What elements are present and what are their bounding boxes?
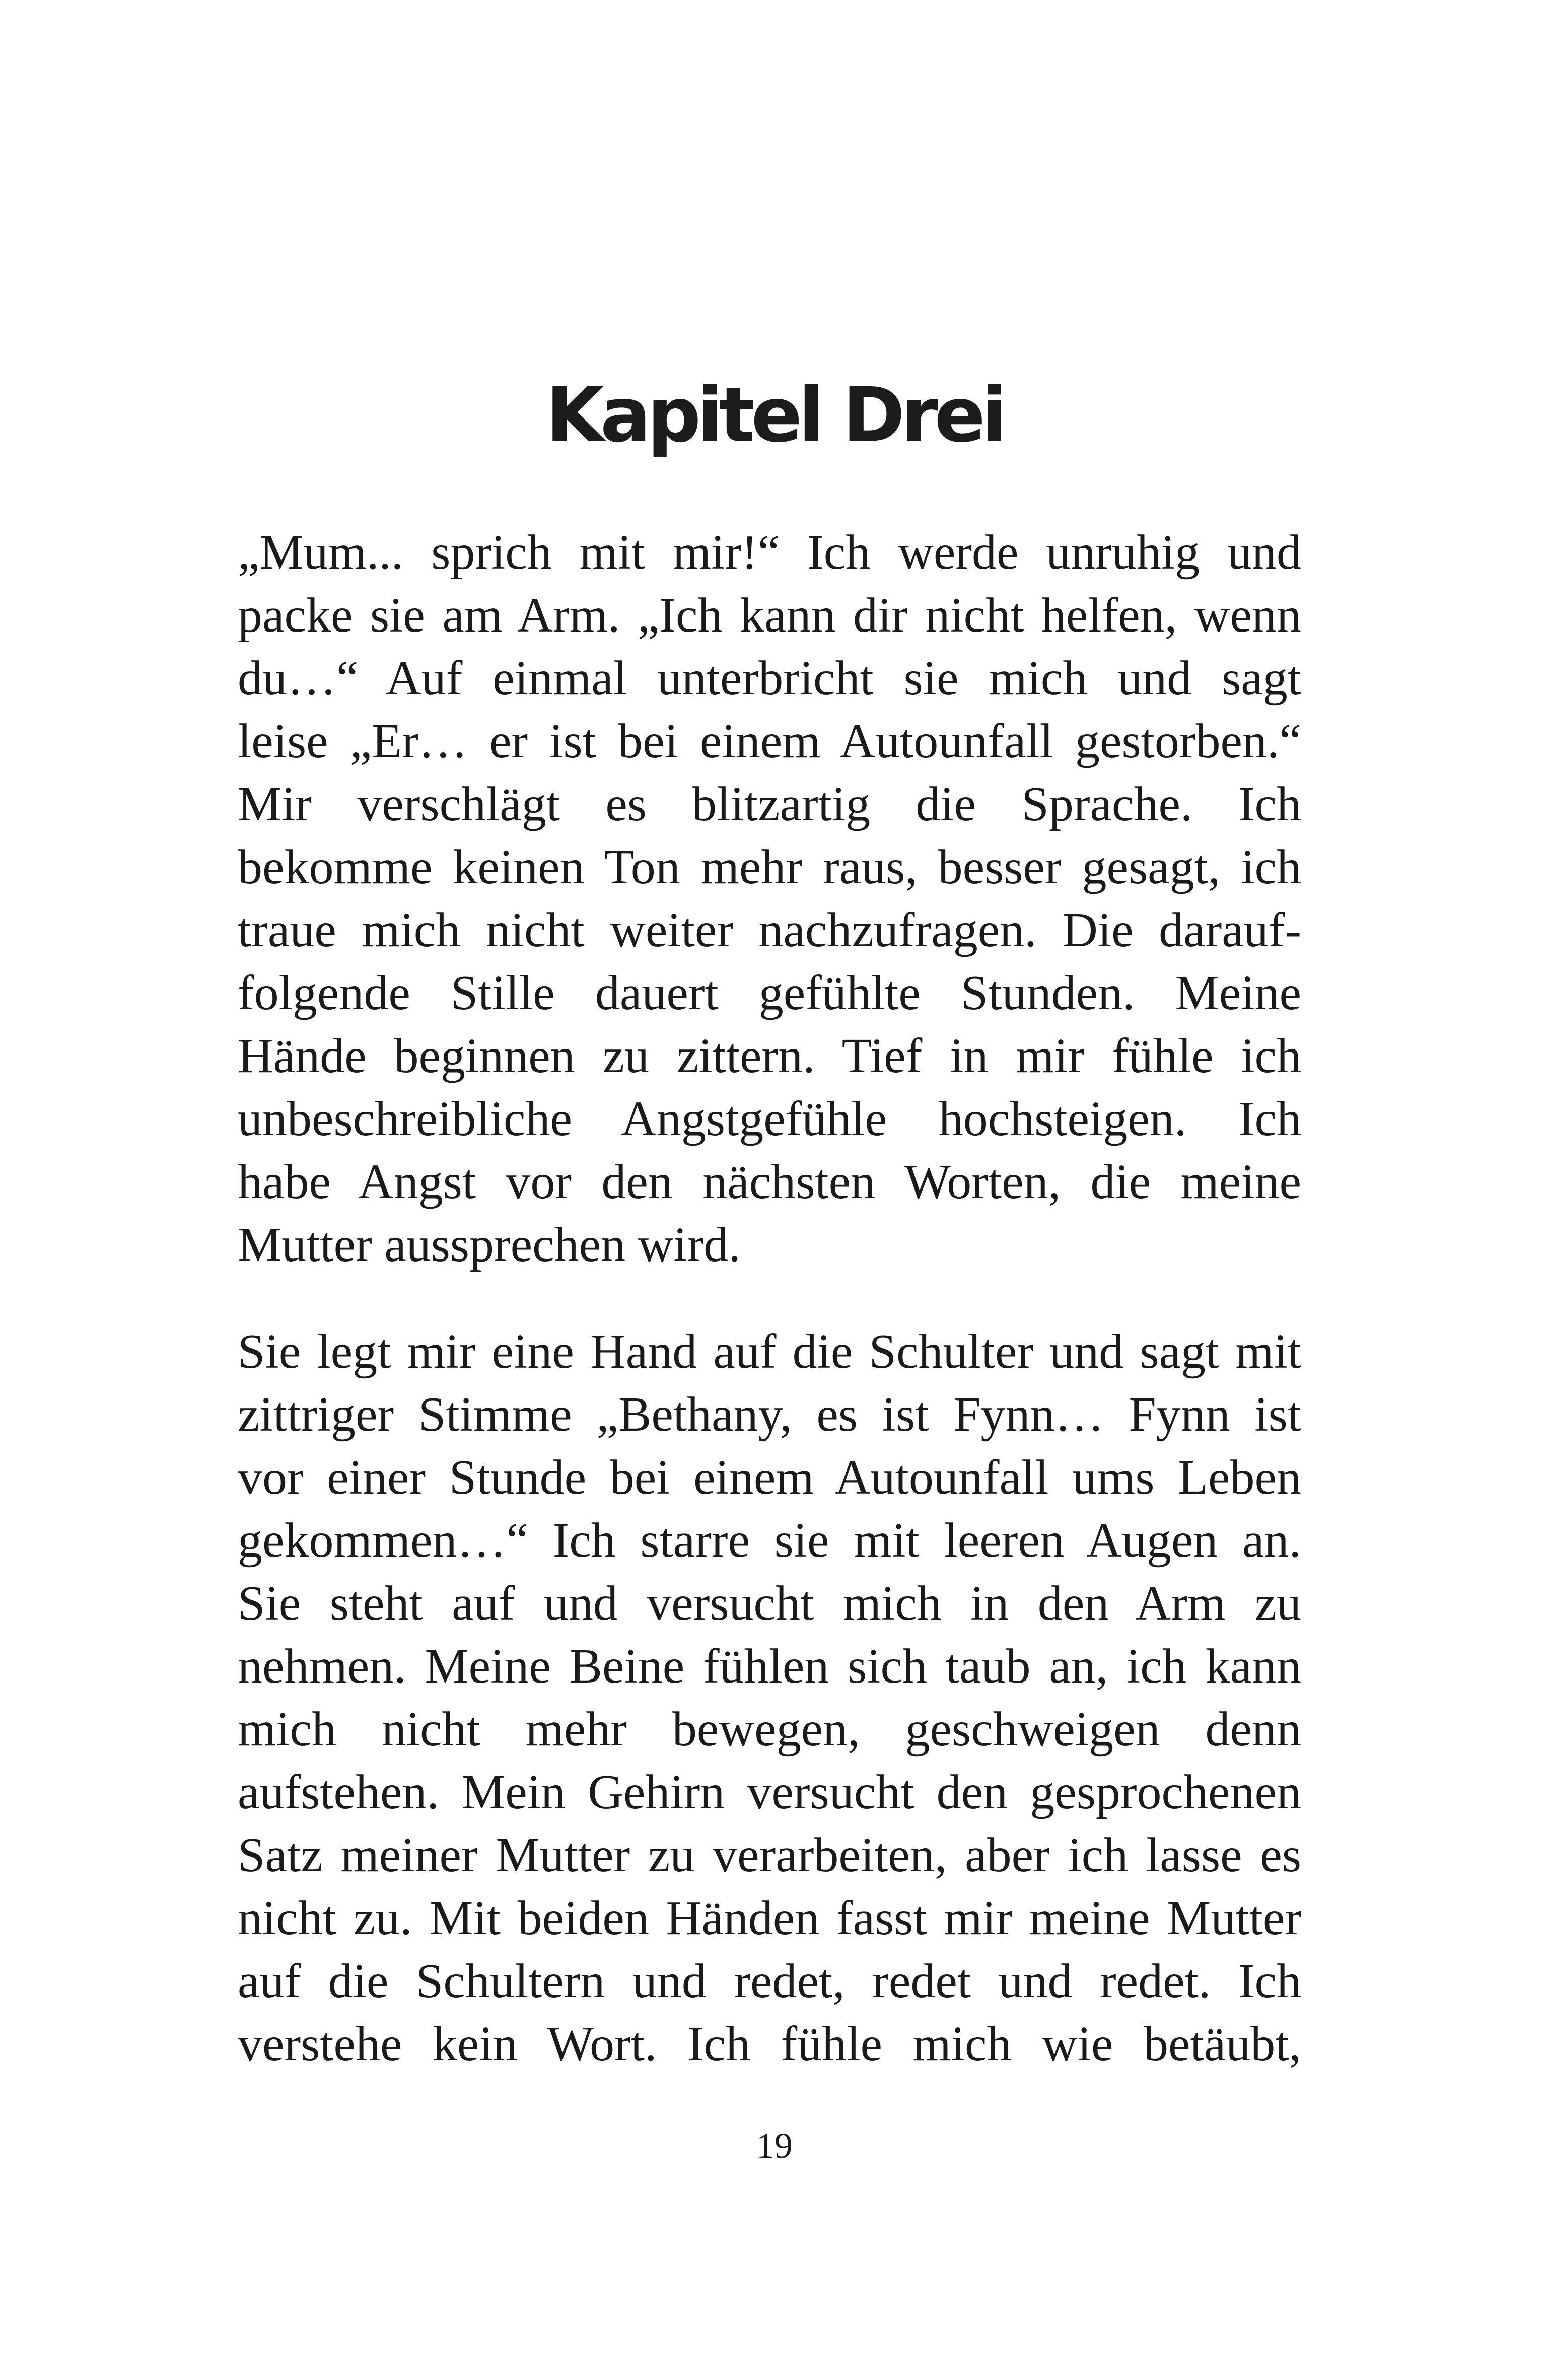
text-line: Mir verschlägt es blitzartig die Sprache. Ich <box>238 777 1301 831</box>
paragraph-1 <box>238 521 1301 1277</box>
text-line: mich nicht mehr bewegen, geschweigen denn <box>238 1702 1301 1757</box>
text-line: packe sie am Arm. „Ich kann dir nicht helfen, wenn <box>238 588 1301 643</box>
text-line: auf die Schultern und redet, redet und redet. Ich <box>238 1954 1301 2008</box>
text-line: folgende Stille dauert gefühlte Stunden. Meine <box>238 966 1301 1020</box>
text-line: gekommen…“ Ich starre sie mit leeren Augen an. <box>238 1513 1301 1568</box>
text-line: habe Angst vor den nächsten Worten, die meine <box>238 1155 1301 1209</box>
text-line: Sie steht auf und versucht mich in den Arm zu <box>238 1576 1301 1631</box>
text-line: vor einer Stunde bei einem Autounfall ums Leben <box>238 1450 1301 1505</box>
chapter-title: Kapitel Drei <box>545 372 1004 459</box>
text-line: zittriger Stimme „Bethany, es ist Fynn… Fynn ist <box>238 1387 1301 1442</box>
text-line: du…“ Auf einmal unterbricht sie mich und sagt <box>238 651 1301 706</box>
page-number: 19 <box>756 2126 793 2166</box>
text-line: bekomme keinen Ton mehr raus, besser gesagt, ich <box>238 840 1301 894</box>
text-line: Hände beginnen zu zittern. Tief in mir fühle ich <box>238 1029 1301 1083</box>
text-line: leise „Er… er ist bei einem Autounfall gestorben.“ <box>238 714 1301 768</box>
text-line: verstehe kein Wort. Ich fühle mich wie betäubt, <box>238 2017 1301 2071</box>
paragraph-2 <box>238 1320 1301 2076</box>
text-line: Sie legt mir eine Hand auf die Schulter und sagt mit <box>238 1324 1301 1379</box>
text-line: nicht zu. Mit beiden Händen fasst mir meine Mutter <box>238 1891 1301 1945</box>
text-line: Satz meiner Mutter zu verarbeiten, aber ich lasse es <box>238 1828 1301 1882</box>
text-line: aufstehen. Mein Gehirn versucht den gesprochenen <box>238 1765 1301 1819</box>
text-line: „Mum... sprich mit mir!“ Ich werde unruhig und <box>238 525 1301 580</box>
text-line: nehmen. Meine Beine fühlen sich taub an, ich kann <box>238 1639 1301 1694</box>
text-line: traue mich nicht weiter nachzufragen. Die darauf- <box>238 903 1301 957</box>
text-line: Mutter aussprechen wird. <box>238 1218 741 1272</box>
text-line: unbeschreibliche Angstgefühle hochsteigen. Ich <box>238 1092 1301 1146</box>
